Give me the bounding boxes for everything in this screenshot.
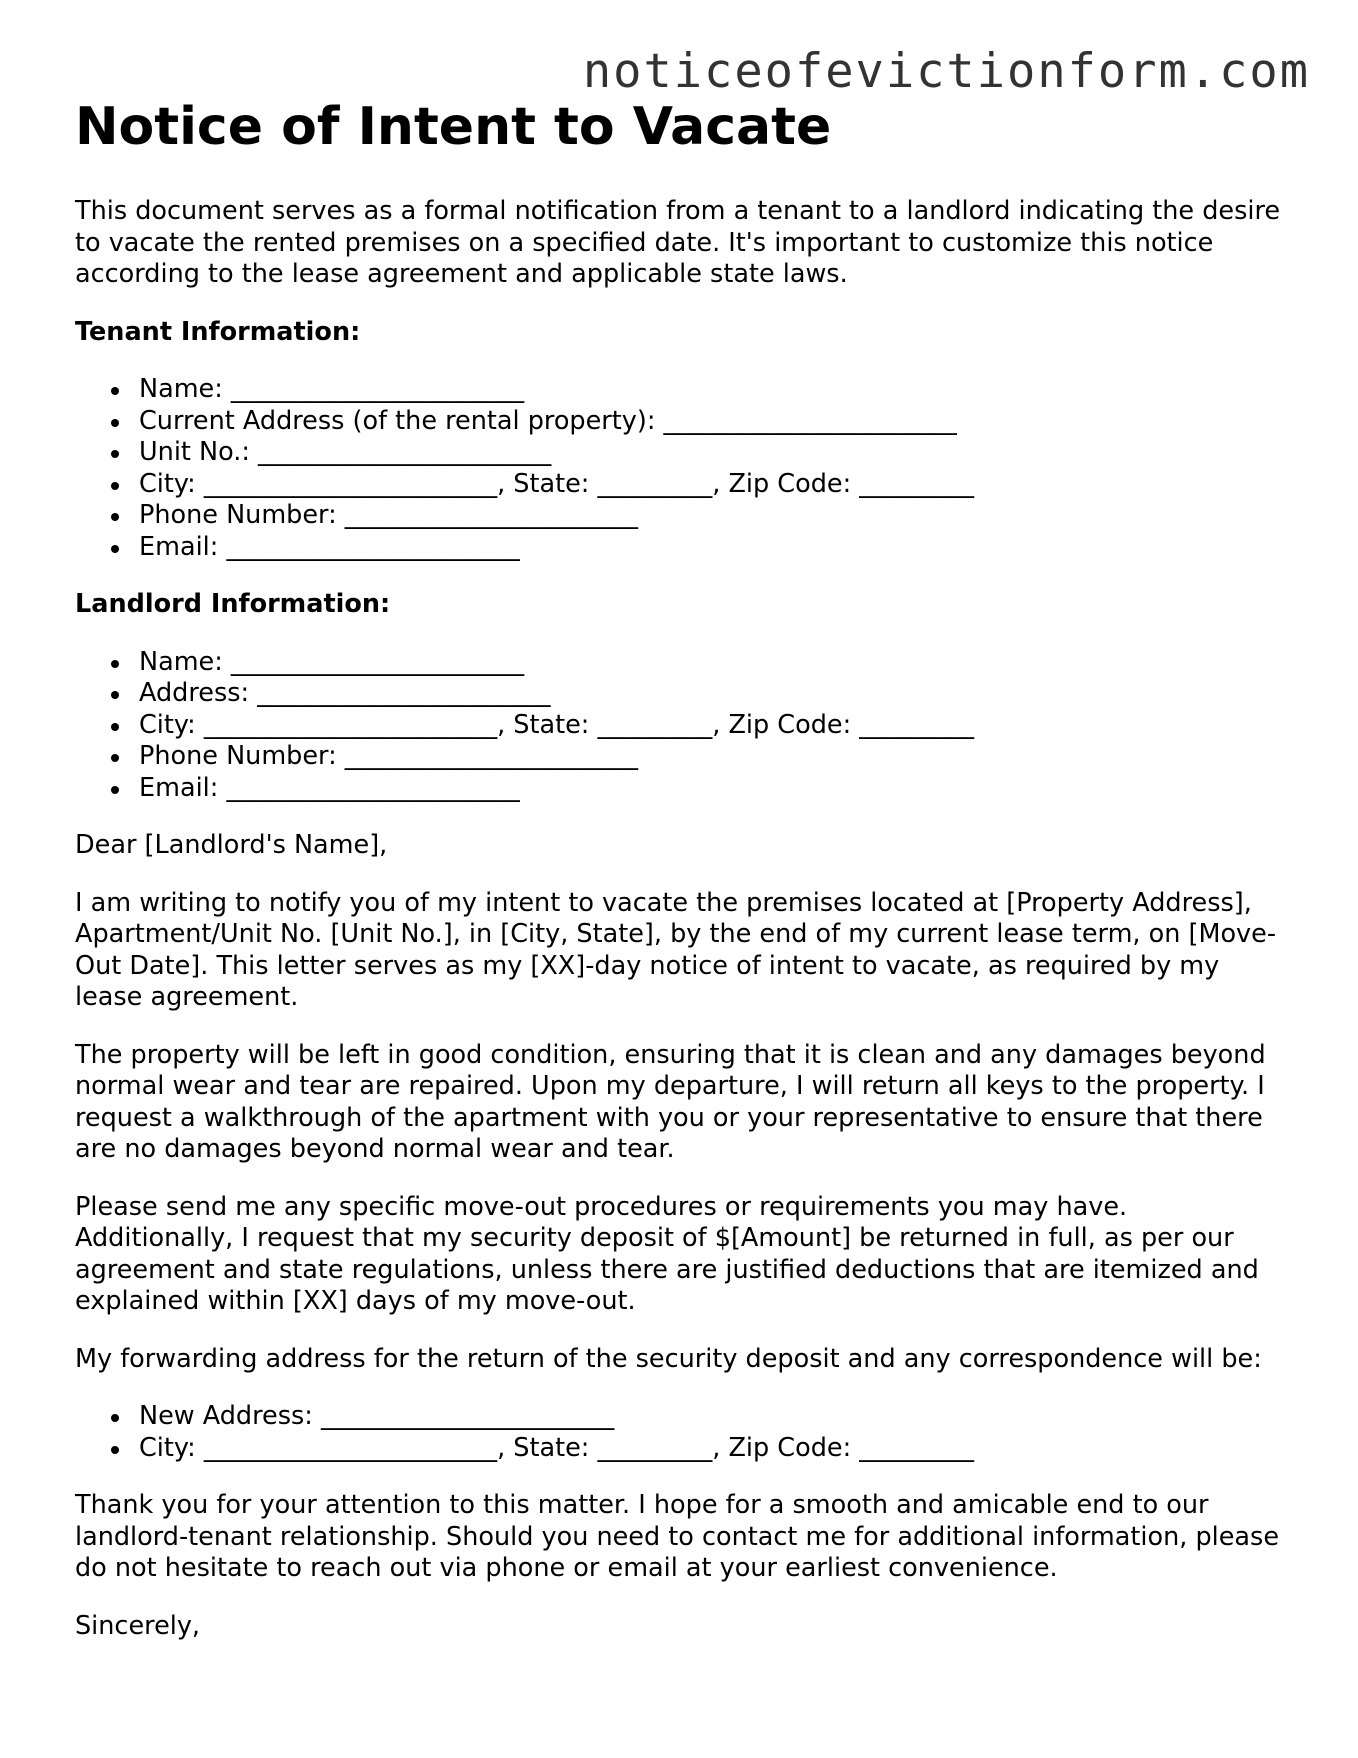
tenant-current-address-field: Current Address (of the rental property): _______________________ bbox=[139, 406, 1290, 438]
site-watermark: noticeofevictionform.com bbox=[582, 44, 1310, 99]
landlord-phone-field: Phone Number: _______________________ bbox=[139, 741, 1290, 773]
tenant-name-field: Name: _______________________ bbox=[139, 374, 1290, 406]
document-title: Notice of Intent to Vacate bbox=[75, 97, 832, 157]
tenant-unit-field: Unit No.: _______________________ bbox=[139, 437, 1290, 469]
letter-paragraph-condition: The property will be left in good condition, ensuring that it is clean and any damages beyond normal wear and tear are repaired. Upon my departure, I will return all keys to the property. I request a walkthrough of the apartment with you or your representative to ensure that there are no damages beyond normal wear and tear. bbox=[75, 1039, 1266, 1164]
landlord-information-list bbox=[75, 647, 1290, 805]
landlord-address-field: Address: _______________________ bbox=[139, 678, 1290, 710]
letter-paragraph-deposit: Please send me any specific move-out procedures or requirements you may have. Additionally, I request that my security deposit of $[Amount] be returned in full, as per our agreement and state regulations, unless there are justified deductions that are itemized and explained within [XX] days of my move-out. bbox=[75, 1191, 1259, 1316]
landlord-email-field: Email: _______________________ bbox=[139, 773, 1290, 805]
tenant-phone-field: Phone Number: _______________________ bbox=[139, 500, 1290, 532]
tenant-city-state-zip-field: City: _______________________, State: _________, Zip Code: _________ bbox=[139, 469, 1290, 501]
letter-closing: Sincerely, bbox=[75, 1610, 201, 1641]
letter-paragraph-intent: I am writing to notify you of my intent to vacate the premises located at [Property Address], Apartment/Unit No. [Unit No.], in [City, State], by the end of my current lease term, on [Move-Out Date]. This letter serves as my [XX]-day notice of intent to vacate, as required by my lease agreement. bbox=[75, 887, 1277, 1012]
landlord-city-state-zip-field: City: _______________________, State: _________, Zip Code: _________ bbox=[139, 710, 1290, 742]
document-page bbox=[75, 96, 1290, 1668]
forwarding-city-state-zip-field: City: _______________________, State: _________, Zip Code: _________ bbox=[139, 1433, 1290, 1465]
letter-salutation: Dear [Landlord's Name], bbox=[75, 830, 388, 860]
new-address-field: New Address: _______________________ bbox=[139, 1401, 1290, 1433]
letter-paragraph-forwarding: My forwarding address for the return of the security deposit and any correspondence will be: bbox=[75, 1343, 1262, 1374]
intro-paragraph: This document serves as a formal notification from a tenant to a landlord indicating the desire to vacate the rented premises on a specified date. It's important to customize this notice according to the lease agreement and applicable state laws. bbox=[75, 196, 1281, 289]
tenant-information-heading: Tenant Information: bbox=[75, 316, 361, 347]
tenant-email-field: Email: _______________________ bbox=[139, 532, 1290, 564]
letter-paragraph-thanks: Thank you for your attention to this matter. I hope for a smooth and amicable end to our landlord-tenant relationship. Should you need to contact me for additional information, please do not hesitate to reach out via phone or email at your earliest convenience. bbox=[75, 1490, 1280, 1583]
forwarding-address-list bbox=[75, 1401, 1290, 1464]
landlord-information-heading: Landlord Information: bbox=[75, 589, 391, 619]
tenant-information-list bbox=[75, 374, 1290, 563]
landlord-name-field: Name: _______________________ bbox=[139, 647, 1290, 679]
